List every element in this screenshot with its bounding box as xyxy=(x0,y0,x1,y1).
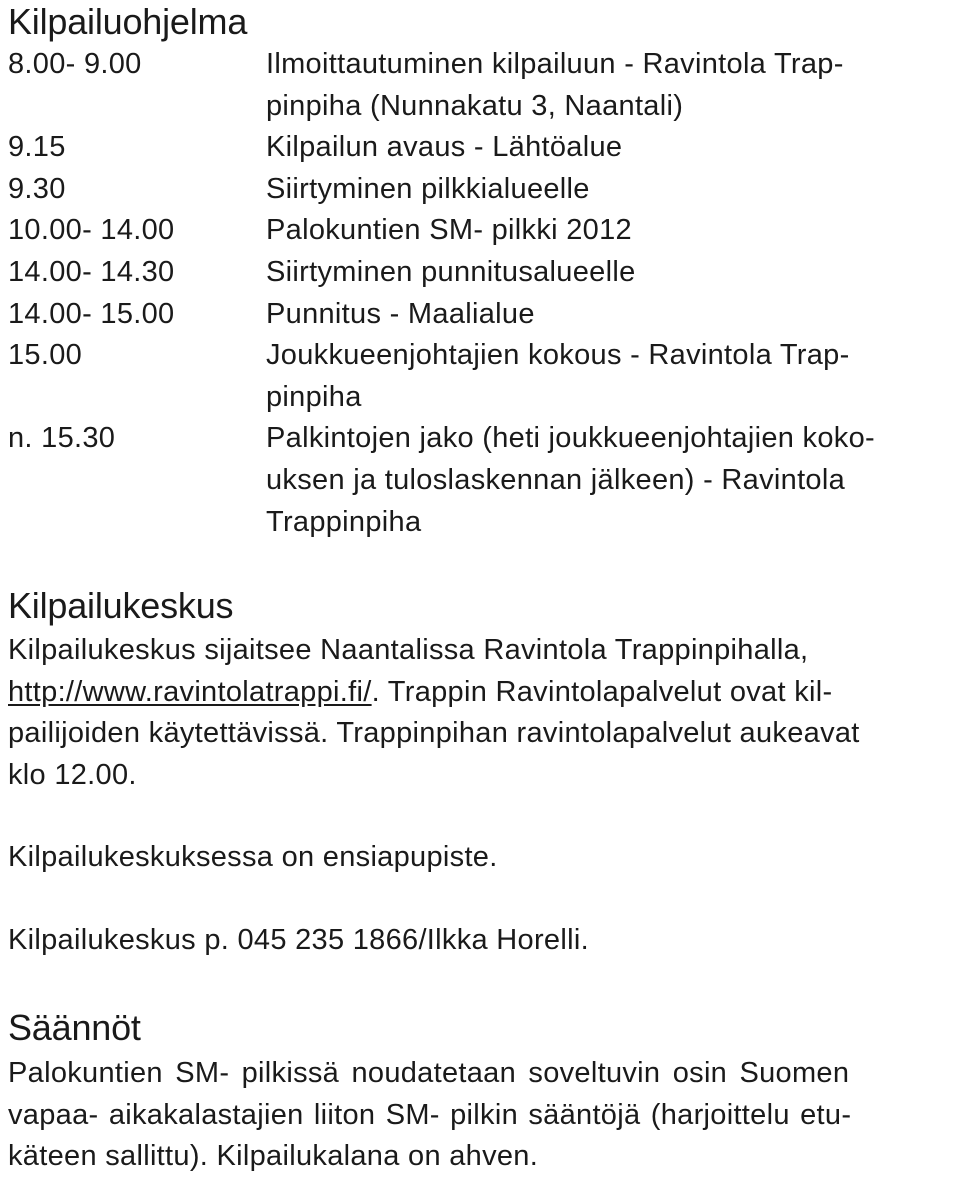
first-aid-note: Kilpailukeskuksessa on ensiapupiste. xyxy=(8,841,498,873)
program-time: 8.00- 9.00 xyxy=(8,48,142,80)
program-row xyxy=(8,294,954,336)
center-text-4: klo 12.00. xyxy=(8,758,137,791)
program-description xyxy=(266,169,954,211)
rules-line-3: käteen sallittu). Kilpailukalana on ahven. xyxy=(8,1140,539,1173)
center-text-2: . Trappin Ravintolapalvelut ovat kil- xyxy=(371,675,833,708)
center-heading: Kilpailukeskus xyxy=(8,585,234,626)
program-description xyxy=(266,252,954,294)
program-description-line: Palokuntien SM- pilkki 2012 xyxy=(266,214,632,247)
program-time: 15.00 xyxy=(8,339,83,372)
center-line-2 xyxy=(8,672,954,714)
program-heading: Kilpailuohjelma xyxy=(8,1,248,42)
rules-line-2: vapaa- aikakalastajien liiton SM- pilkin sääntöjä (harjoittelu etu- xyxy=(8,1098,852,1131)
center-text-3: pailijoiden käytettävissä. Trappinpihan ravintolapalvelut aukeavat xyxy=(8,717,860,750)
program-schedule xyxy=(8,44,954,543)
program-description-line: Kilpailun avaus - Lähtöalue xyxy=(266,131,623,164)
program-description-line: Trappinpiha xyxy=(266,505,422,538)
rules-line-1: Palokuntien SM- pilkissä noudatetaan soveltuvin osin Suomen xyxy=(8,1057,850,1089)
program-row xyxy=(8,252,954,294)
program-description xyxy=(266,210,954,252)
center-line-4 xyxy=(8,755,954,797)
program-description xyxy=(266,44,954,127)
center-paragraph xyxy=(8,630,954,796)
program-description-line: Ilmoittautuminen kilpailuun - Ravintola Trap- xyxy=(266,48,844,80)
program-time: n. 15.30 xyxy=(8,422,116,455)
center-line-1 xyxy=(8,630,954,672)
program-time: 10.00- 14.00 xyxy=(8,214,175,247)
program-description-line: Siirtyminen punnitusalueelle xyxy=(266,255,636,288)
program-row xyxy=(8,335,954,418)
program-row xyxy=(8,418,954,543)
program-row xyxy=(8,44,954,127)
rules-paragraph xyxy=(8,1053,954,1178)
program-row xyxy=(8,169,954,211)
program-row xyxy=(8,210,954,252)
center-text-1: Kilpailukeskus sijaitsee Naantalissa Ravintola Trappinpihalla, xyxy=(8,634,809,666)
program-description-line: Palkintojen jako (heti joukkueenjohtajien koko- xyxy=(266,422,875,455)
program-description-line: Siirtyminen pilkkialueelle xyxy=(266,172,590,205)
program-description-line: pinpiha (Nunnakatu 3, Naantali) xyxy=(266,89,684,122)
program-description-line: uksen ja tuloslaskennan jälkeen) - Ravintola xyxy=(266,463,846,496)
center-line-3 xyxy=(8,713,954,755)
program-description xyxy=(266,418,954,543)
program-time: 9.15 xyxy=(8,131,66,164)
program-description-line: Punnitus - Maalialue xyxy=(266,297,535,330)
website-link[interactable]: http://www.ravintolatrappi.fi/ xyxy=(8,675,372,708)
contact-note: Kilpailukeskus p. 045 235 1866/Ilkka Horelli. xyxy=(8,924,589,956)
program-time: 14.00- 14.30 xyxy=(8,255,175,288)
program-description xyxy=(266,294,954,336)
program-description xyxy=(266,335,954,418)
program-time: 9.30 xyxy=(8,172,66,205)
program-description xyxy=(266,127,954,169)
program-time: 14.00- 15.00 xyxy=(8,297,175,330)
program-description-line: Joukkueenjohtajien kokous - Ravintola Trap- xyxy=(266,339,850,372)
rules-heading: Säännöt xyxy=(8,1007,141,1048)
program-description-line: pinpiha xyxy=(266,380,362,413)
program-row xyxy=(8,127,954,169)
